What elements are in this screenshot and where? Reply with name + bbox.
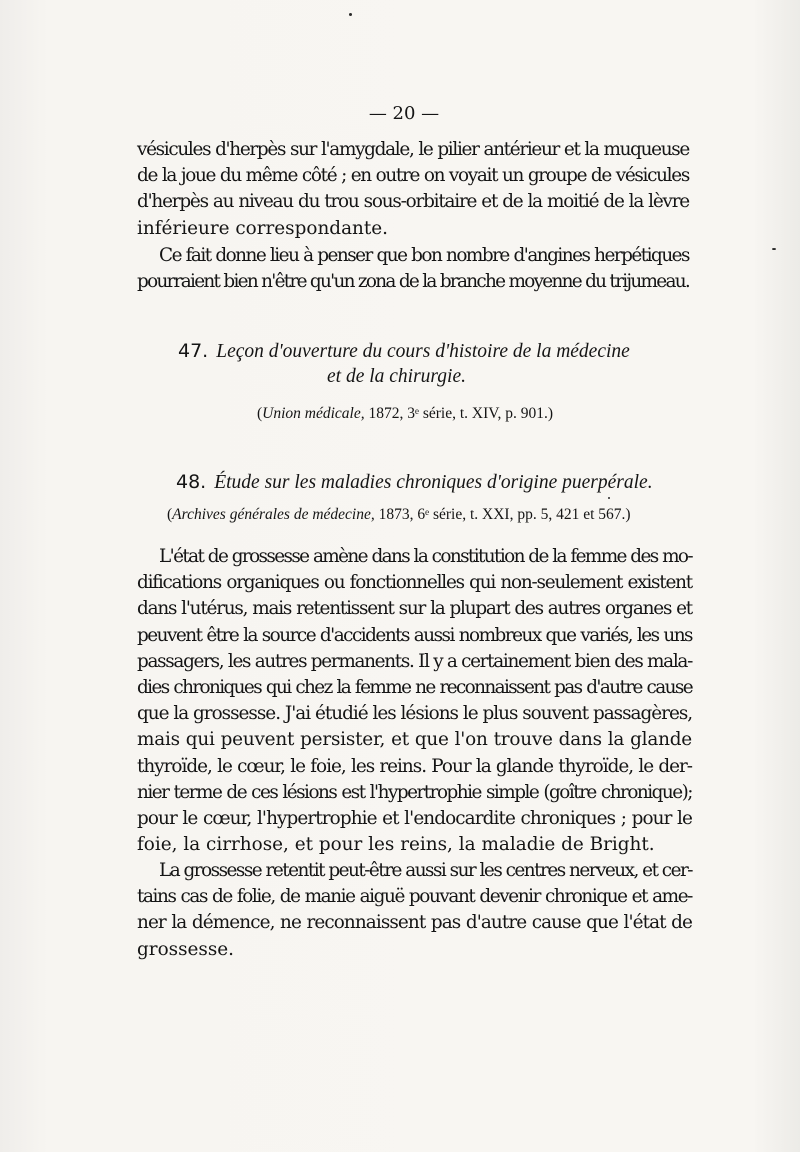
entry-48-title bbox=[176, 471, 653, 494]
entry-47-citation bbox=[257, 405, 553, 423]
text-line: mais qui peuvent persister, et que l'on trouve dans la glande bbox=[137, 729, 692, 751]
top-paragraph bbox=[137, 137, 689, 242]
citation-paren: ( bbox=[257, 405, 263, 422]
page-number: — 20 — bbox=[368, 103, 440, 124]
text-line: pour le cœur, l'hypertrophie et l'endocardite chroniques ; pour le bbox=[137, 808, 692, 830]
second-paragraph bbox=[137, 243, 689, 295]
entry-47-title-line1 bbox=[178, 340, 630, 363]
entry-47-title-text: Leçon d'ouverture du cours d'histoire de la médecine bbox=[216, 341, 630, 362]
text-line: vésicules d'herpès sur l'amygdale, le pilier antérieur et la muqueuse bbox=[137, 139, 689, 160]
paragraph-continuation bbox=[137, 137, 689, 242]
text-line: tains cas de folie, de manie aiguë pouvant devenir chronique et ame- bbox=[137, 886, 692, 908]
text-line: La grossesse retentit peut-être aussi sur les centres nerveux, et cer- bbox=[159, 860, 692, 881]
text-line: inférieure correspondante. bbox=[137, 217, 389, 239]
entry-48-title-text: Étude sur les maladies chroniques d'origine puerpérale. bbox=[214, 472, 653, 493]
text-line: dies chroniques qui chez la femme ne reconnaissent pas d'autre cause bbox=[137, 677, 692, 699]
text-line: foie, la cirrhose, et pour les reins, la maladie de Bright. bbox=[137, 834, 655, 856]
text-line: nier terme de ces lésions est l'hypertrophie simple (goître chronique); bbox=[137, 781, 692, 803]
text-line: Ce fait donne lieu à penser que bon nombre d'angines herpétiques bbox=[159, 245, 689, 266]
paragraph-grossesse bbox=[137, 544, 692, 858]
text-line: d'herpès au niveau du trou sous-orbitaire et de la moitié de la lèvre bbox=[137, 191, 689, 213]
text-line: de la joue du même côté ; en outre on voyait un groupe de vésicules bbox=[137, 165, 689, 187]
text-line: grossesse. bbox=[137, 938, 234, 960]
citation-details: 1873, 6ᵉ série, t. XXI, pp. 5, 421 et 567.) bbox=[374, 506, 631, 523]
citation-paren: ( bbox=[167, 506, 173, 523]
citation-details: 1872, 3ᵉ série, t. XIV, p. 901.) bbox=[364, 405, 554, 422]
text-line: ner la démence, ne reconnaissent pas d'autre cause que l'état de bbox=[137, 912, 692, 934]
scan-speck bbox=[772, 248, 776, 250]
paragraph-centres-nerveux bbox=[137, 858, 692, 963]
text-line: que la grossesse. J'ai étudié les lésions le plus souvent passagères, bbox=[137, 703, 693, 725]
text-line: pourraient bien n'être qu'un zona de la branche moyenne du trijumeau. bbox=[137, 271, 690, 293]
text-line: thyroïde, le cœur, le foie, les reins. Pour la glande thyroïde, le der- bbox=[137, 755, 692, 777]
body-paragraph-2 bbox=[137, 858, 692, 963]
scan-speck bbox=[349, 13, 352, 16]
entry-48-number: 48. bbox=[176, 471, 207, 493]
text-line: dans l'utérus, mais retentissent sur la plupart des autres organes et bbox=[137, 598, 692, 620]
paragraph-conclusion bbox=[137, 243, 689, 295]
entry-47-number: 47. bbox=[178, 340, 209, 362]
text-line: peuvent être la source d'accidents aussi nombreux que variés, les uns bbox=[137, 624, 692, 646]
entry-47-title-line2: et de la chirurgie. bbox=[327, 366, 466, 387]
entry-48-citation bbox=[167, 506, 631, 524]
citation-journal: Archives générales de médecine, bbox=[172, 506, 375, 523]
body-paragraph-1 bbox=[137, 544, 692, 858]
citation-journal: Union médicale, bbox=[262, 405, 365, 422]
text-line: difications organiques ou fonctionnelles qui non-seulement existent bbox=[137, 572, 692, 594]
scan-speck bbox=[608, 497, 610, 499]
text-line: L'état de grossesse amène dans la constitution de la femme des mo- bbox=[159, 546, 692, 567]
text-line: passagers, les autres permanents. Il y a certainement bien des mala- bbox=[137, 650, 692, 672]
